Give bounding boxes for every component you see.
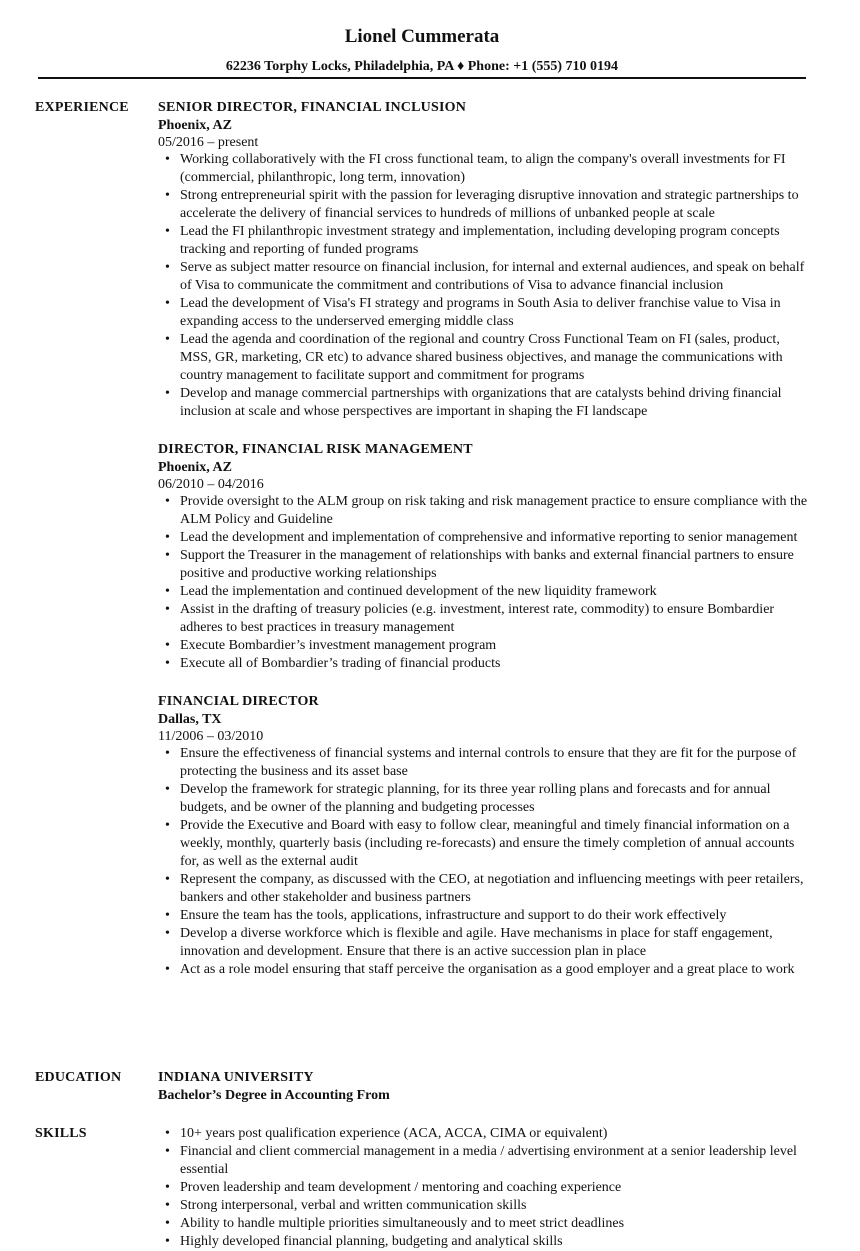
job-entry <box>158 99 810 421</box>
job-title: FINANCIAL DIRECTOR <box>158 694 319 709</box>
experience-list <box>158 99 810 999</box>
section-label-experience: EXPERIENCE <box>35 100 129 115</box>
skill-item: • 10+ years post qualification experience (ACA, ACCA, CIMA or equivalent) <box>180 1125 810 1143</box>
degree-name: Bachelor’s Degree in Accounting From <box>158 1088 390 1103</box>
job-entry <box>158 441 810 673</box>
job-location: Phoenix, AZ <box>158 118 232 133</box>
skill-item: • Strong interpersonal, verbal and written communication skills <box>180 1197 810 1215</box>
job-bullets <box>158 745 810 979</box>
job-entry <box>158 693 810 979</box>
bullet-item: • Working collaboratively with the FI cross functional team, to align the company's overall investments for FI (commercial, philanthropic, long term, innovation) <box>180 151 810 187</box>
bullet-item: • Act as a role model ensuring that staff perceive the organisation as a good employer and a great place to work <box>180 961 810 979</box>
bullet-item: • Lead the FI philanthropic investment strategy and implementation, including developing program concepts tracking and reporting of funded programs <box>180 223 810 259</box>
skill-item: • Highly developed financial planning, budgeting and analytical skills <box>180 1233 810 1251</box>
bullet-item: • Ensure the effectiveness of financial systems and internal controls to ensure that they are fit for the purpose of protecting the business and its asset base <box>180 745 810 781</box>
bullet-item: • Lead the development and implementation of comprehensive and informative reporting to senior management <box>180 529 810 547</box>
bullet-item: • Lead the agenda and coordination of the regional and country Cross Functional Team on FI (sales, product, MSS, GR, marketing, CR etc) to advance shared business objectives, and manage the communications with country management to facilitate support and commitment for programs <box>180 331 810 385</box>
bullet-item: • Execute Bombardier’s investment management program <box>180 637 810 655</box>
job-dates: 05/2016 – present <box>158 135 259 150</box>
bullet-item: • Represent the company, as discussed with the CEO, at negotiation and influencing meetings with peer retailers, bankers and other stakeholder and business partners <box>180 871 810 907</box>
bullet-item: • Develop the framework for strategic planning, for its three year rolling plans and forecasts and for annual budgets, and be owner of the planning and budgeting processes <box>180 781 810 817</box>
bullet-item: • Develop a diverse workforce which is flexible and agile. Have mechanisms in place for staff engagement, innovation and development. Ensure that there is an active succession plan in place <box>180 925 810 961</box>
skills-list <box>158 1125 810 1251</box>
job-location: Dallas, TX <box>158 712 222 727</box>
section-label-education: EDUCATION <box>35 1070 122 1085</box>
bullet-item: • Provide oversight to the ALM group on risk taking and risk management practice to ensure compliance with the ALM Policy and Guideline <box>180 493 810 529</box>
bullet-item: • Lead the development of Visa's FI strategy and programs in South Asia to deliver franchise value to Visa in expanding access to the underserved emerging middle class <box>180 295 810 331</box>
job-bullets <box>158 493 810 673</box>
job-dates: 06/2010 – 04/2016 <box>158 477 264 492</box>
skill-item: • Proven leadership and team development / mentoring and coaching experience <box>180 1179 810 1197</box>
bullet-item: • Serve as subject matter resource on financial inclusion, for internal and external audiences, and speak on behalf of Visa to communicate the commitment and contributions of Visa to advance financial inclusion <box>180 259 810 295</box>
bullet-item: • Lead the implementation and continued development of the new liquidity framework <box>180 583 810 601</box>
education-entry <box>158 1069 810 1104</box>
job-title: SENIOR DIRECTOR, FINANCIAL INCLUSION <box>158 100 467 115</box>
skill-bullets <box>158 1125 810 1251</box>
header-divider <box>38 77 806 79</box>
bullet-item: • Strong entrepreneurial spirit with the passion for leveraging disruptive innovation and strategic partnerships to accelerate the delivery of financial services to hundreds of millions of unbanked people at scale <box>180 187 810 223</box>
job-dates: 11/2006 – 03/2010 <box>158 729 264 744</box>
bullet-item: • Develop and manage commercial partnerships with organizations that are catalysts behind driving financial inclusion at scale and whose perspectives are important in shaping the FI landscape <box>180 385 810 421</box>
skill-item: • Ability to handle multiple priorities simultaneously and to meet strict deadlines <box>180 1215 810 1233</box>
skill-item: • Financial and client commercial management in a media / advertising environment at a senior leadership level essential <box>180 1143 810 1179</box>
bullet-item: • Execute all of Bombardier’s trading of financial products <box>180 655 810 673</box>
bullet-item: • Ensure the team has the tools, applications, infrastructure and support to do their work effectively <box>180 907 810 925</box>
job-location: Phoenix, AZ <box>158 460 232 475</box>
candidate-name: Lionel Cummerata <box>344 26 500 47</box>
bullet-item: • Assist in the drafting of treasury policies (e.g. investment, interest rate, commodity) to ensure Bombardier adheres to best practices in treasury management <box>180 601 810 637</box>
job-bullets <box>158 151 810 421</box>
bullet-item: • Support the Treasurer in the management of relationships with banks and external financial partners to ensure positive and productive working relationships <box>180 547 810 583</box>
school-name: INDIANA UNIVERSITY <box>158 1070 314 1085</box>
resume-header <box>38 24 806 76</box>
section-label-skills: SKILLS <box>35 1126 87 1141</box>
bullet-item: • Provide the Executive and Board with easy to follow clear, meaningful and timely financial information on a weekly, monthly, quarterly basis (including re-forecasts) and ensure the timely completion of annual accounts for, as well as the external audit <box>180 817 810 871</box>
contact-line: 62236 Torphy Locks, Philadelphia, PA ♦ Phone: +1 (555) 710 0194 <box>225 59 619 74</box>
job-title: DIRECTOR, FINANCIAL RISK MANAGEMENT <box>158 442 473 457</box>
